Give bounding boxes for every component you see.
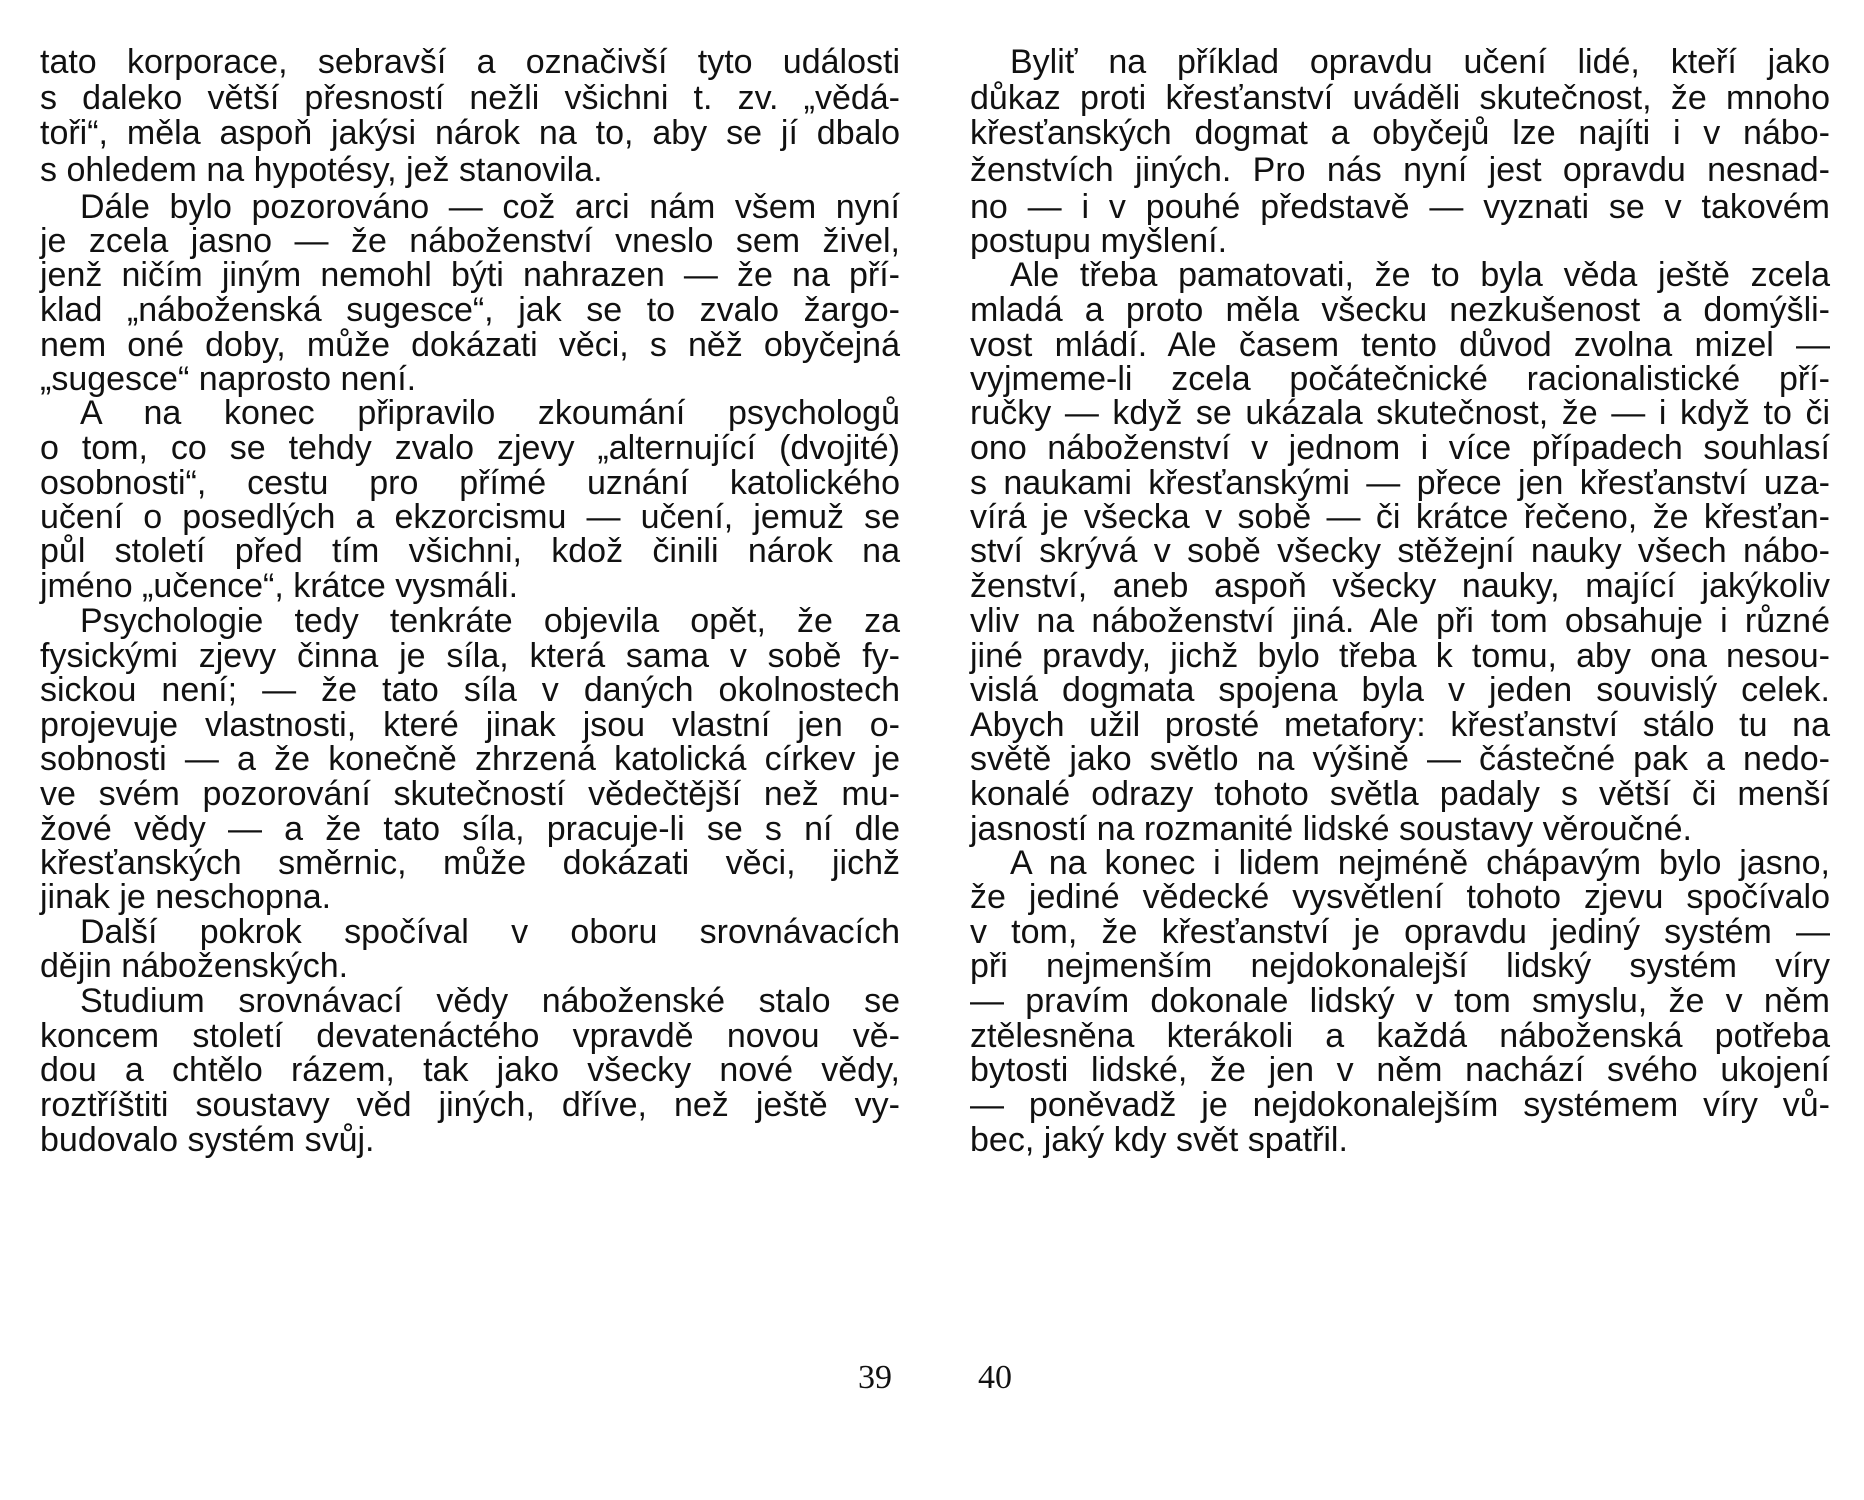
text-line: s daleko větší přesností nežli všichni t. zv. „vědá- bbox=[40, 79, 900, 117]
text-line: klad „náboženská sugesce“, jak se to zvalo žargo- bbox=[40, 291, 900, 329]
text-line: koncem století devatenáctého vpravdě novou vě- bbox=[40, 1017, 900, 1055]
text-line: vost mládí. Ale časem tento důvod zvolna mizel — bbox=[970, 326, 1830, 364]
text-line: jiné pravdy, jichž bylo třeba k tomu, aby ona nesou- bbox=[970, 637, 1830, 675]
text-line: konalé odrazy tohoto světla padaly s větší či menší bbox=[970, 775, 1830, 813]
text-line: půl století před tím všichni, kdož činili nárok na bbox=[40, 532, 900, 570]
text-line: postupu myšlení. bbox=[970, 222, 1228, 260]
text-line: bytosti lidské, že jen v něm nachází svého ukojení bbox=[970, 1051, 1830, 1089]
text-line: v tom, že křesťanství je opravdu jediný systém — bbox=[970, 913, 1830, 951]
text-line: ženství, aneb aspoň všecky nauky, mající jakýkoliv bbox=[970, 567, 1830, 605]
text-line: mladá a proto měla všecku nezkušenost a domýšli- bbox=[970, 291, 1830, 329]
text-line: Studium srovnávací vědy náboženské stalo se bbox=[80, 982, 900, 1020]
text-line: ství skrývá v sobě všecky stěžejní nauky všech nábo- bbox=[970, 532, 1830, 570]
text-line: křesťanských dogmat a obyčejů lze najíti i v nábo- bbox=[970, 114, 1830, 152]
text-line: ve svém pozorování skutečností vědečtější než mu- bbox=[40, 775, 900, 813]
text-line: ztělesněna kterákoli a každá náboženská potřeba bbox=[970, 1017, 1830, 1055]
text-line: — poněvadž je nejdokonalejším systémem víry vů- bbox=[970, 1086, 1830, 1124]
text-line: osobnosti“, cestu pro přímé uznání katolického bbox=[40, 464, 900, 502]
text-line: jinak je neschopna. bbox=[40, 878, 332, 916]
text-line: vliv na náboženství jiná. Ale při tom obsahuje i různé bbox=[970, 602, 1830, 640]
text-line: dou a chtělo rázem, tak jako všecky nové vědy, bbox=[40, 1051, 900, 1089]
text-line: Dále bylo pozorováno — což arci nám všem nyní bbox=[80, 188, 900, 226]
text-line: s naukami křesťanskými — přece jen křesťanství uza- bbox=[970, 464, 1830, 502]
text-line: sobnosti — a že konečně zhrzená katolická církev je bbox=[40, 740, 900, 778]
text-line: důkaz proti křesťanství uváděli skutečnost, že mnoho bbox=[970, 79, 1830, 117]
left-page bbox=[40, 0, 900, 1500]
text-line: ručky — když se ukázala skutečnost, že — i když to či bbox=[970, 394, 1830, 432]
text-line: při nejmenším nejdokonalejší lidský systém víry bbox=[970, 947, 1830, 985]
text-line: ženstvích jiných. Pro nás nyní jest opravdu nesnad- bbox=[970, 151, 1830, 189]
text-line: no — i v pouhé představě — vyznati se v takovém bbox=[970, 188, 1830, 226]
text-line: bec, jaký kdy svět spatřil. bbox=[970, 1121, 1348, 1159]
right-page bbox=[970, 0, 1830, 1500]
text-line: budovalo systém svůj. bbox=[40, 1121, 375, 1159]
text-line: žové vědy — a že tato síla, pracuje-li se s ní dle bbox=[40, 810, 900, 848]
text-line: křesťanských směrnic, může dokázati věci, jichž bbox=[40, 844, 900, 882]
text-line: světě jako světlo na výšině — částečné pak a nedo- bbox=[970, 740, 1830, 778]
text-line: — pravím dokonale lidský v tom smyslu, že v něm bbox=[970, 982, 1830, 1020]
text-line: projevuje vlastnosti, které jinak jsou vlastní jen o- bbox=[40, 706, 900, 744]
text-line: A na konec i lidem nejméně chápavým bylo jasno, bbox=[1010, 844, 1830, 882]
text-line: vírá je všecka v sobě — či krátce řečeno, že křesťan- bbox=[970, 498, 1830, 536]
text-line: nem oné doby, může dokázati věci, s něž obyčejná bbox=[40, 326, 900, 364]
text-line: A na konec připravilo zkoumání psychologů bbox=[80, 394, 900, 432]
text-line: jasností na rozmanité lidské soustavy věroučné. bbox=[970, 810, 1692, 848]
text-line: vyjmeme-li zcela počátečnické racionalistické pří- bbox=[970, 360, 1830, 398]
page-number-right: 40 bbox=[978, 1359, 1012, 1396]
text-line: tato korporace, sebravší a označivší tyto události bbox=[40, 43, 900, 81]
text-line: fysickými zjevy činna je síla, která sama v sobě fy- bbox=[40, 637, 900, 675]
text-line: vislá dogmata spojena byla v jeden souvislý celek. bbox=[970, 671, 1830, 709]
text-line: Abych užil prosté metafory: křesťanství stálo tu na bbox=[970, 706, 1830, 744]
text-line: roztříštiti soustavy věd jiných, dříve, než ještě vy- bbox=[40, 1086, 900, 1124]
text-line: Psychologie tedy tenkráte objevila opět, že za bbox=[80, 602, 900, 640]
text-line: Ale třeba pamatovati, že to byla věda ještě zcela bbox=[1010, 256, 1830, 294]
text-line: s ohledem na hypotésy, jež stanovila. bbox=[40, 151, 603, 189]
text-line: učení o posedlých a ekzorcismu — učení, jemuž se bbox=[40, 498, 900, 536]
text-line: ono náboženství v jednom i více případech souhlasí bbox=[970, 429, 1830, 467]
text-line: toři“, měla aspoň jakýsi nárok na to, aby se jí dbalo bbox=[40, 114, 900, 152]
text-line: jméno „učence“, krátce vysmáli. bbox=[40, 567, 519, 605]
text-line: sickou není; — že tato síla v daných okolnostech bbox=[40, 671, 900, 709]
text-line: „sugesce“ naprosto není. bbox=[40, 360, 417, 398]
text-line: o tom, co se tehdy zvalo zjevy „alternující (dvojité) bbox=[40, 429, 900, 467]
text-line: je zcela jasno — že náboženství vneslo sem živel, bbox=[40, 222, 900, 260]
text-line: Další pokrok spočíval v oboru srovnávacích bbox=[80, 913, 900, 951]
text-line: Byliť na příklad opravdu učení lidé, kteří jako bbox=[1010, 43, 1830, 81]
text-line: jenž ničím jiným nemohl býti nahrazen — že na pří- bbox=[40, 256, 900, 294]
page-number-left: 39 bbox=[858, 1359, 892, 1396]
text-line: dějin náboženských. bbox=[40, 947, 349, 985]
text-line: že jediné vědecké vysvětlení tohoto zjevu spočívalo bbox=[970, 878, 1830, 916]
